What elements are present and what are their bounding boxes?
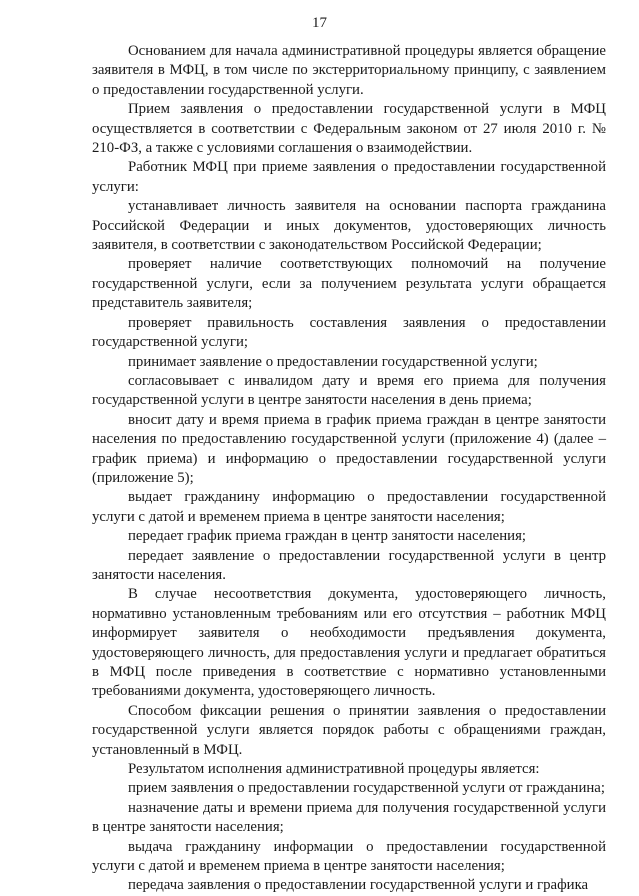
- duty-transfer-schedule: передает график приема граждан в центр занятости населения;: [128, 528, 526, 545]
- duty-accept-application: принимает заявление о предоставлении государственной услуги;: [128, 353, 538, 370]
- document-body: [92, 42, 606, 896]
- duty-transfer-application: передает заявление о предоставлении государственной услуги в центр занятости населения.: [92, 547, 606, 583]
- paragraph-reception-law: Прием заявления о предоставлении государственной услуги в МФЦ осуществляется в соответствии с Федеральным законом от 27 июля 2010 г. № 210-ФЗ, а также с условиями соглашения о взаимодействии.: [92, 101, 606, 157]
- duty-enter-schedule: вносит дату и время приема в график приема граждан в центре занятости населения по предоставлению государственной услуги (приложение 4) (далее – график приема) и информацию о предоставлении государственной услуги (приложение 5);: [92, 411, 606, 486]
- duty-agree-date: согласовывает с инвалидом дату и время его приема для получения государственной услуги в центре занятости населения в день приема;: [92, 372, 606, 409]
- result-transfer: передача заявления о предоставлении государственной услуги и графика: [128, 877, 589, 894]
- duty-check-application: проверяет правильность составления заявления о предоставлении государственной услуги;: [92, 314, 606, 351]
- paragraph-worker-duties-intro: Работник МФЦ при приеме заявления о предоставлении государственной услуги:: [92, 159, 606, 195]
- paragraph-result-intro: Результатом исполнения административной процедуры является:: [128, 761, 540, 778]
- result-reception: прием заявления о предоставлении государственной услуги от гражданина;: [128, 780, 605, 797]
- result-information-issued: выдача гражданину информации о предоставлении государственной услуги с датой и временем приема в центре занятости населения;: [92, 838, 606, 875]
- duty-check-authority: проверяет наличие соответствующих полномочий на получение государственной услуги, если за получением результата услуги обращается представитель заявителя;: [92, 256, 606, 312]
- paragraph-basis: Основанием для начала административной процедуры является обращение заявителя в МФЦ, в том числе по экстерриториальному принципу, с заявлением о предоставлении государственной услуги.: [92, 43, 606, 98]
- page-number: 17: [312, 15, 327, 31]
- result-appointment: назначение даты и времени приема для получения государственной услуги в центре занятости населения;: [92, 799, 606, 836]
- duty-issue-information: выдает гражданину информацию о предоставлении государственной услуги с датой и временем приема в центре занятости населения;: [92, 489, 606, 525]
- paragraph-fixation-method: Способом фиксации решения о принятии заявления о предоставлении государственной услуги является порядок работы с обращениями граждан, установленный в МФЦ.: [92, 702, 606, 758]
- duty-identify-applicant: устанавливает личность заявителя на основании паспорта гражданина Российской Федерации и иных документов, удостоверяющих личность заявителя, в соответствии с законодательством Российской Федерации;: [92, 198, 606, 254]
- paragraph-document-mismatch: В случае несоответствия документа, удостоверяющего личность, нормативно установленным требованиям или его отсутствия – работник МФЦ информирует заявителя о необходимости предъявления документа, удостоверяющего личность, для предоставления услуги и предлагает обратиться в МФЦ после приведения в соответствие с нормативно установленными требованиями документа, удостоверяющего личность.: [92, 586, 606, 700]
